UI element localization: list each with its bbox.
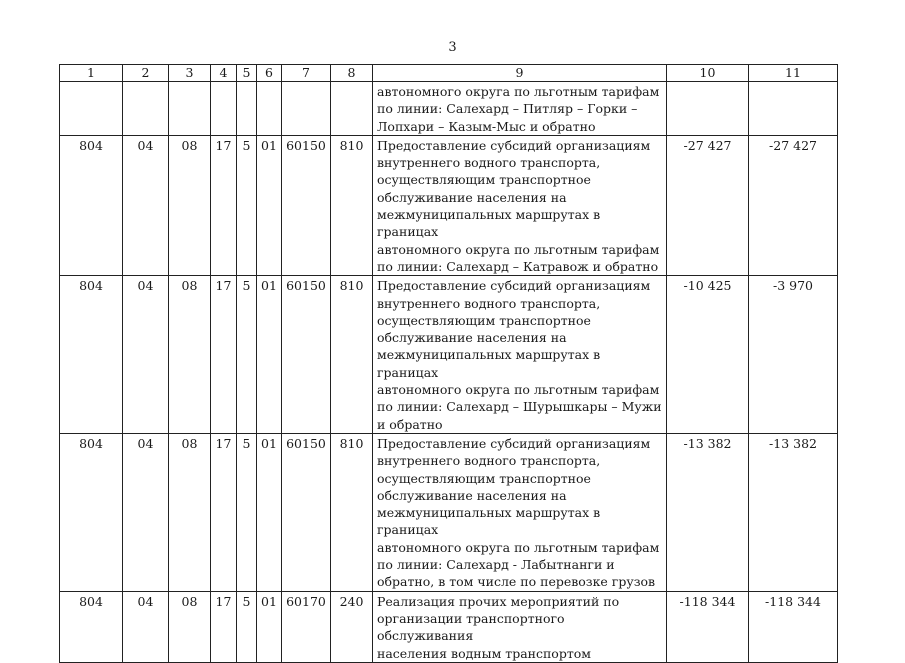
table-cell: 5 xyxy=(237,433,257,591)
table-cell: 810 xyxy=(331,433,373,591)
amount-cell: -27 427 xyxy=(667,135,749,275)
amount-cell: -118 344 xyxy=(749,591,838,662)
amount-cell: -10 425 xyxy=(667,276,749,434)
table-cell: 01 xyxy=(257,433,282,591)
table-cell: 5 xyxy=(237,276,257,434)
table-cell: 01 xyxy=(257,276,282,434)
table-row xyxy=(60,135,838,275)
table-row xyxy=(60,433,838,591)
table-cell: 01 xyxy=(257,135,282,275)
column-header: 4 xyxy=(211,65,237,82)
table-cell: 60150 xyxy=(282,276,331,434)
table-cell: 804 xyxy=(60,591,123,662)
table-row xyxy=(60,82,838,136)
table-cell: 17 xyxy=(211,276,237,434)
budget-table xyxy=(59,64,838,663)
table-cell xyxy=(211,82,237,136)
column-header: 5 xyxy=(237,65,257,82)
page-number: 3 xyxy=(448,40,457,55)
amount-cell: -3 970 xyxy=(749,276,838,434)
description-cell: Предоставление субсидий организациям внутреннего водного транспорта, осуществляющим транспортное обслуживание населения на межмуниципальных маршрутах в границах автономного округа по льготным тарифам по линии: Салехард – Катравож и обратно xyxy=(373,135,667,275)
table-cell: 17 xyxy=(211,135,237,275)
column-header: 11 xyxy=(749,65,838,82)
table-cell: 08 xyxy=(169,591,211,662)
table-row xyxy=(60,276,838,434)
table-cell: 17 xyxy=(211,433,237,591)
table-cell: 04 xyxy=(123,276,169,434)
amount-cell: -13 382 xyxy=(749,433,838,591)
table-cell xyxy=(169,82,211,136)
header-row xyxy=(60,65,838,82)
table-cell: 804 xyxy=(60,276,123,434)
column-header: 10 xyxy=(667,65,749,82)
amount-cell xyxy=(749,82,838,136)
column-header: 7 xyxy=(282,65,331,82)
table-cell: 04 xyxy=(123,433,169,591)
table-cell: 804 xyxy=(60,433,123,591)
table-cell: 240 xyxy=(331,591,373,662)
table-cell: 17 xyxy=(211,591,237,662)
table-cell: 08 xyxy=(169,135,211,275)
table-cell: 01 xyxy=(257,591,282,662)
description-cell: Реализация прочих мероприятий по организации транспортного обслуживания населения водным транспортом xyxy=(373,591,667,662)
table-cell xyxy=(331,82,373,136)
table-cell: 810 xyxy=(331,135,373,275)
column-header: 8 xyxy=(331,65,373,82)
table-cell: 60170 xyxy=(282,591,331,662)
column-header: 9 xyxy=(373,65,667,82)
description-cell: автономного округа по льготным тарифам по линии: Салехард – Питляр – Горки – Лопхари – Казым-Мыс и обратно xyxy=(373,82,667,136)
amount-cell: -27 427 xyxy=(749,135,838,275)
table-cell xyxy=(257,82,282,136)
amount-cell: -118 344 xyxy=(667,591,749,662)
table-cell: 04 xyxy=(123,135,169,275)
column-header: 3 xyxy=(169,65,211,82)
table-cell: 5 xyxy=(237,591,257,662)
column-header: 1 xyxy=(60,65,123,82)
table-cell: 60150 xyxy=(282,135,331,275)
amount-cell xyxy=(667,82,749,136)
table-cell: 60150 xyxy=(282,433,331,591)
table-cell xyxy=(60,82,123,136)
table-cell: 804 xyxy=(60,135,123,275)
amount-cell: -13 382 xyxy=(667,433,749,591)
table-cell xyxy=(237,82,257,136)
description-cell: Предоставление субсидий организациям внутреннего водного транспорта, осуществляющим транспортное обслуживание населения на межмуниципальных маршрутах в границах автономного округа по льготным тарифам по линии: Салехард – Шурышкары – Мужи и обратно xyxy=(373,276,667,434)
column-header: 2 xyxy=(123,65,169,82)
description-cell: Предоставление субсидий организациям внутреннего водного транспорта, осуществляющим транспортное обслуживание населения на межмуниципальных маршрутах в границах автономного округа по льготным тарифам по линии: Салехард - Лабытнанги и обратно, в том числе по перевозке грузов xyxy=(373,433,667,591)
table-cell xyxy=(282,82,331,136)
table-cell: 08 xyxy=(169,276,211,434)
table-cell xyxy=(123,82,169,136)
table-cell: 08 xyxy=(169,433,211,591)
table-cell: 5 xyxy=(237,135,257,275)
table-row xyxy=(60,591,838,662)
table-cell: 810 xyxy=(331,276,373,434)
table-cell: 04 xyxy=(123,591,169,662)
column-header: 6 xyxy=(257,65,282,82)
